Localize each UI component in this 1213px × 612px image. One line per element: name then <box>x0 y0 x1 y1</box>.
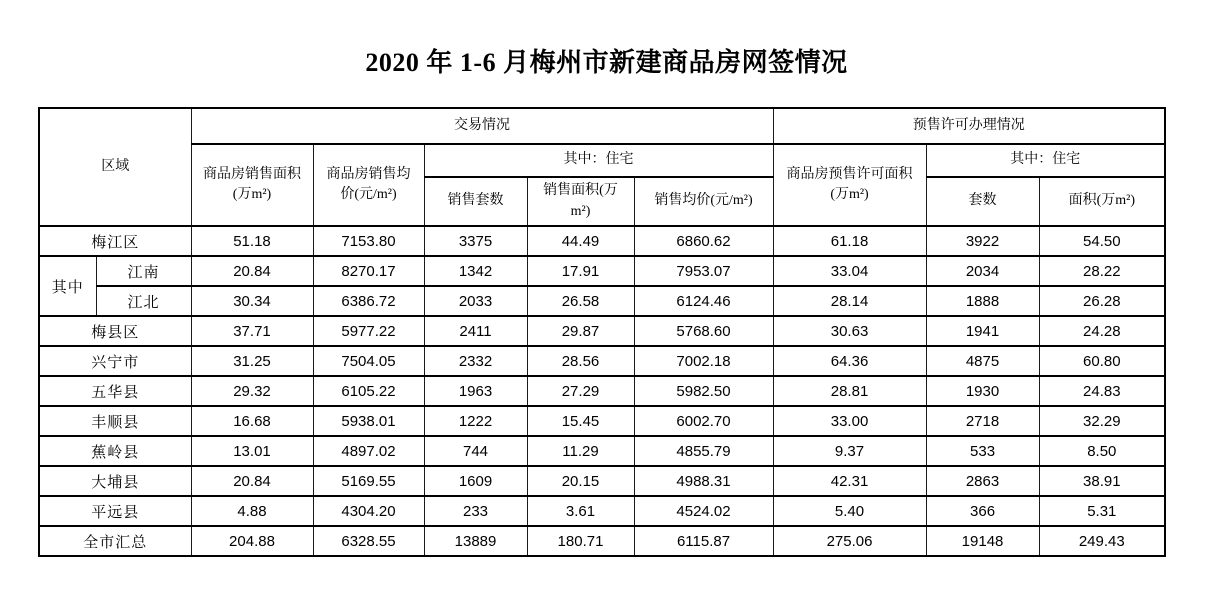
value-cell: 20.15 <box>527 466 634 496</box>
value-cell: 27.29 <box>527 376 634 406</box>
region-cell: 江北 <box>96 286 191 316</box>
value-cell: 3922 <box>926 226 1039 256</box>
header-sales-price: 商品房销售均价(元/m²) <box>313 144 424 226</box>
value-cell: 5977.22 <box>313 316 424 346</box>
value-cell: 8270.17 <box>313 256 424 286</box>
header-region: 区域 <box>39 108 191 226</box>
header-transaction-group: 交易情况 <box>191 108 773 144</box>
region-cell: 蕉岭县 <box>39 436 191 466</box>
value-cell: 42.31 <box>773 466 926 496</box>
header-presale-area: 商品房预售许可面积(万m²) <box>773 144 926 226</box>
region-cell: 平远县 <box>39 496 191 526</box>
value-cell: 7953.07 <box>634 256 773 286</box>
value-cell: 26.28 <box>1039 286 1165 316</box>
region-cell: 五华县 <box>39 376 191 406</box>
value-cell: 6386.72 <box>313 286 424 316</box>
region-cell: 丰顺县 <box>39 406 191 436</box>
value-cell: 5.31 <box>1039 496 1165 526</box>
value-cell: 533 <box>926 436 1039 466</box>
table-row <box>39 226 1165 256</box>
value-cell: 33.04 <box>773 256 926 286</box>
value-cell: 33.00 <box>773 406 926 436</box>
region-cell: 大埔县 <box>39 466 191 496</box>
value-cell: 6328.55 <box>313 526 424 556</box>
value-cell: 20.84 <box>191 466 313 496</box>
value-cell: 4855.79 <box>634 436 773 466</box>
value-cell: 29.87 <box>527 316 634 346</box>
value-cell: 24.83 <box>1039 376 1165 406</box>
value-cell: 11.29 <box>527 436 634 466</box>
value-cell: 233 <box>424 496 527 526</box>
table-row <box>39 406 1165 436</box>
value-cell: 2034 <box>926 256 1039 286</box>
value-cell: 31.25 <box>191 346 313 376</box>
value-cell: 7153.80 <box>313 226 424 256</box>
header-res-sales-area: 销售面积(万m²) <box>527 177 634 226</box>
value-cell: 5169.55 <box>313 466 424 496</box>
table-row <box>39 526 1165 556</box>
value-cell: 6115.87 <box>634 526 773 556</box>
value-cell: 32.29 <box>1039 406 1165 436</box>
value-cell: 366 <box>926 496 1039 526</box>
region-cell: 梅江区 <box>39 226 191 256</box>
value-cell: 2718 <box>926 406 1039 436</box>
value-cell: 3375 <box>424 226 527 256</box>
value-cell: 5.40 <box>773 496 926 526</box>
value-cell: 29.32 <box>191 376 313 406</box>
value-cell: 5982.50 <box>634 376 773 406</box>
value-cell: 51.18 <box>191 226 313 256</box>
value-cell: 4875 <box>926 346 1039 376</box>
value-cell: 28.14 <box>773 286 926 316</box>
value-cell: 61.18 <box>773 226 926 256</box>
region-cell: 江南 <box>96 256 191 286</box>
value-cell: 6124.46 <box>634 286 773 316</box>
value-cell: 13889 <box>424 526 527 556</box>
value-cell: 19148 <box>926 526 1039 556</box>
value-cell: 2411 <box>424 316 527 346</box>
value-cell: 1963 <box>424 376 527 406</box>
value-cell: 37.71 <box>191 316 313 346</box>
value-cell: 15.45 <box>527 406 634 436</box>
header-row-groups <box>39 108 1165 144</box>
value-cell: 8.50 <box>1039 436 1165 466</box>
value-cell: 30.34 <box>191 286 313 316</box>
header-txn-residential: 其中：住宅 <box>424 144 773 177</box>
value-cell: 744 <box>424 436 527 466</box>
value-cell: 7504.05 <box>313 346 424 376</box>
value-cell: 6860.62 <box>634 226 773 256</box>
value-cell: 180.71 <box>527 526 634 556</box>
value-cell: 28.22 <box>1039 256 1165 286</box>
table-row <box>39 496 1165 526</box>
value-cell: 4897.02 <box>313 436 424 466</box>
value-cell: 60.80 <box>1039 346 1165 376</box>
table-row <box>39 346 1165 376</box>
value-cell: 54.50 <box>1039 226 1165 256</box>
value-cell: 1930 <box>926 376 1039 406</box>
table-row <box>39 376 1165 406</box>
value-cell: 2863 <box>926 466 1039 496</box>
value-cell: 24.28 <box>1039 316 1165 346</box>
value-cell: 28.81 <box>773 376 926 406</box>
table-row <box>39 286 1165 316</box>
page-title: 2020 年 1-6 月梅州市新建商品房网签情况 <box>365 48 848 77</box>
value-cell: 30.63 <box>773 316 926 346</box>
value-cell: 7002.18 <box>634 346 773 376</box>
housing-data-table <box>38 107 1166 557</box>
value-cell: 6105.22 <box>313 376 424 406</box>
header-presale-res-area: 面积(万m²) <box>1039 177 1165 226</box>
value-cell: 17.91 <box>527 256 634 286</box>
header-presale-residential: 其中：住宅 <box>926 144 1165 177</box>
value-cell: 5768.60 <box>634 316 773 346</box>
value-cell: 4524.02 <box>634 496 773 526</box>
region-cell: 梅县区 <box>39 316 191 346</box>
value-cell: 1342 <box>424 256 527 286</box>
value-cell: 16.68 <box>191 406 313 436</box>
value-cell: 4988.31 <box>634 466 773 496</box>
region-cell: 兴宁市 <box>39 346 191 376</box>
value-cell: 44.49 <box>527 226 634 256</box>
header-res-sales-price: 销售均价(元/m²) <box>634 177 773 226</box>
header-units-sold: 销售套数 <box>424 177 527 226</box>
value-cell: 9.37 <box>773 436 926 466</box>
value-cell: 20.84 <box>191 256 313 286</box>
value-cell: 64.36 <box>773 346 926 376</box>
value-cell: 2033 <box>424 286 527 316</box>
value-cell: 13.01 <box>191 436 313 466</box>
value-cell: 1888 <box>926 286 1039 316</box>
value-cell: 1941 <box>926 316 1039 346</box>
value-cell: 249.43 <box>1039 526 1165 556</box>
table-row <box>39 466 1165 496</box>
value-cell: 28.56 <box>527 346 634 376</box>
value-cell: 26.58 <box>527 286 634 316</box>
value-cell: 1222 <box>424 406 527 436</box>
table-row <box>39 436 1165 466</box>
value-cell: 6002.70 <box>634 406 773 436</box>
value-cell: 275.06 <box>773 526 926 556</box>
value-cell: 5938.01 <box>313 406 424 436</box>
header-presale-group: 预售许可办理情况 <box>773 108 1165 144</box>
header-row-sub <box>39 144 1165 177</box>
value-cell: 204.88 <box>191 526 313 556</box>
value-cell: 4.88 <box>191 496 313 526</box>
value-cell: 1609 <box>424 466 527 496</box>
header-presale-units: 套数 <box>926 177 1039 226</box>
value-cell: 2332 <box>424 346 527 376</box>
table-row <box>39 316 1165 346</box>
value-cell: 3.61 <box>527 496 634 526</box>
table-row <box>39 256 1165 286</box>
region-cell-total: 全市汇总 <box>39 526 191 556</box>
value-cell: 38.91 <box>1039 466 1165 496</box>
value-cell: 4304.20 <box>313 496 424 526</box>
header-sales-area: 商品房销售面积(万m²) <box>191 144 313 226</box>
group-cell: 其中 <box>39 256 96 316</box>
